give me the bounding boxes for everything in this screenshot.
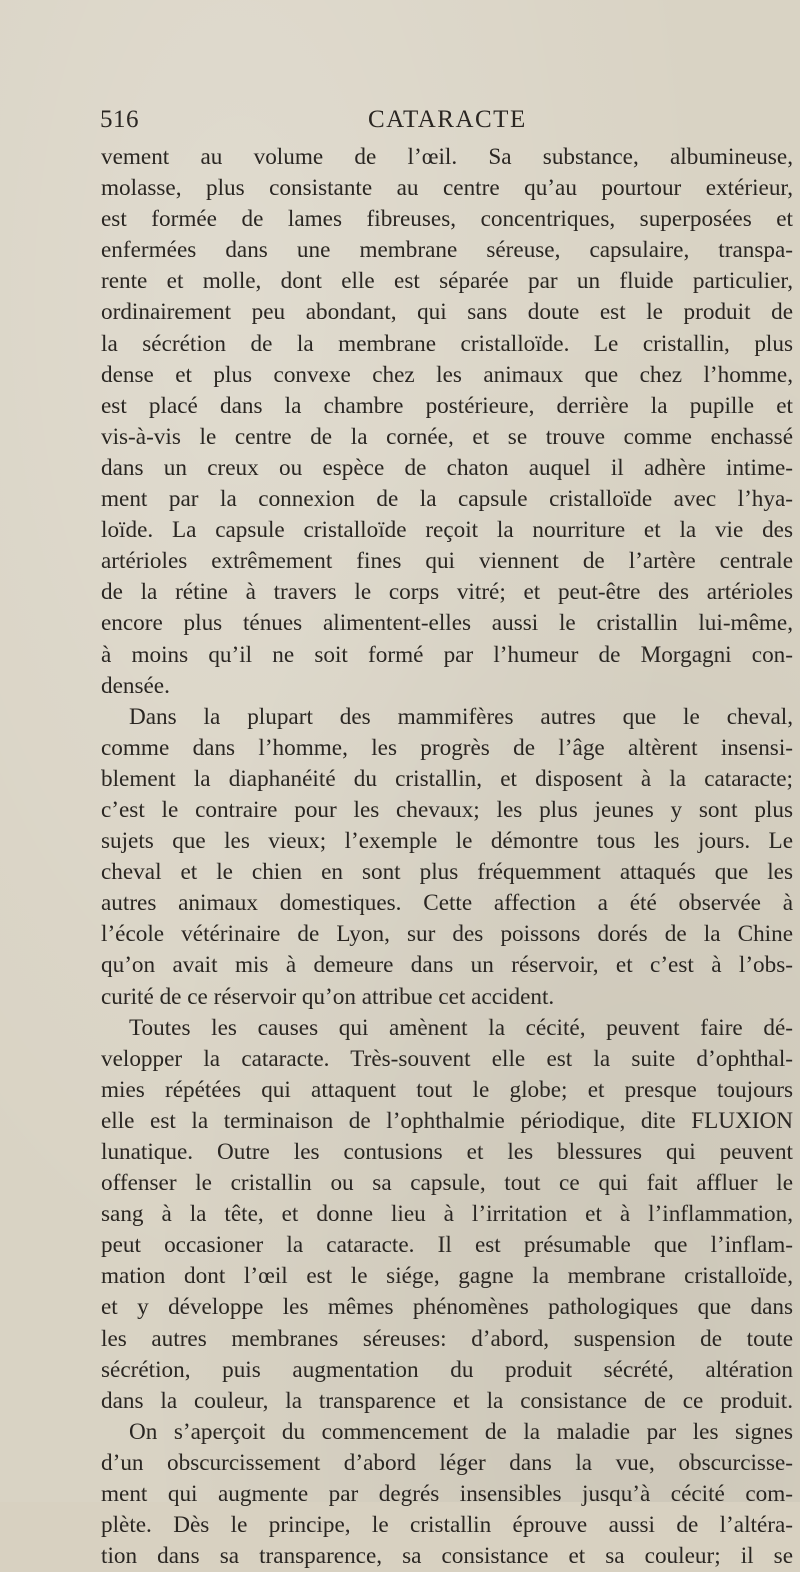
text-line: c’est le contraire pour les chevaux; les plus jeunes y sont plus <box>101 796 793 823</box>
text-line: dans un creux ou espèce de chaton auquel il adhère intime- <box>101 454 793 481</box>
text-line: autres animaux domestiques. Cette affection a été observée à <box>101 890 793 917</box>
text-line: densée. <box>101 672 170 699</box>
text-line: offenser le cristallin ou sa capsule, tout ce qui fait affluer le <box>101 1170 793 1197</box>
text-line: encore plus ténues alimentent-elles aussi le cristallin lui-même, <box>101 610 793 637</box>
text-line: d’un obscurcissement d’abord léger dans la vue, obscurcisse- <box>101 1449 793 1476</box>
text-line: Toutes les causes qui amènent la cécité, peuvent faire dé- <box>129 1014 793 1041</box>
text-line: sécrétion, puis augmentation du produit sécrété, altération <box>101 1356 793 1383</box>
text-line: artérioles extrêmement fines qui viennent de l’artère centrale <box>101 548 793 575</box>
text-line: dense et plus convexe chez les animaux que chez l’homme, <box>101 361 793 388</box>
text-line: sang à la tête, et donne lieu à l’irritation et à l’inflammation, <box>101 1201 793 1228</box>
text-line: lunatique. Outre les contusions et les blessures qui peuvent <box>101 1139 793 1165</box>
text-line: velopper la cataracte. Très-souvent elle est la suite d’ophthal- <box>101 1045 793 1072</box>
text-line: blement la diaphanéité du cristallin, et disposent à la cataracte; <box>101 765 793 792</box>
text-line: les autres membranes séreuses: d’abord, suspension de toute <box>101 1325 793 1352</box>
text-line: rente et molle, dont elle est séparée par un fluide particulier, <box>101 268 793 295</box>
text-line: mies répétées qui attaquent tout le globe; et presque toujours <box>101 1076 793 1103</box>
text-line: ment qui augmente par degrés insensibles jusqu’à cécité com- <box>101 1481 793 1508</box>
text-line: sujets que les vieux; l’exemple le démontre tous les jours. Le <box>101 828 793 855</box>
text-line: à moins qu’il ne soit formé par l’humeur de Morgagni con- <box>101 641 793 668</box>
text-line: elle est la terminaison de l’ophthalmie périodique, dite FLUXION <box>101 1107 793 1134</box>
text-line: plète. Dès le principe, le cristallin éprouve aussi de l’altéra- <box>101 1512 793 1539</box>
text-line: On s’aperçoit du commencement de la maladie par les signes <box>129 1418 793 1445</box>
text-line: est formée de lames fibreuses, concentriques, superposées et <box>101 206 793 233</box>
text-line: peut occasioner la cataracte. Il est présumable que l’inflam- <box>101 1232 793 1259</box>
text-line: comme dans l’homme, les progrès de l’âge altèrent insensi- <box>101 734 793 761</box>
page-number: 516 <box>100 106 139 133</box>
text-line: loïde. La capsule cristalloïde reçoit la nourriture et la vie des <box>101 517 793 544</box>
text-line: qu’on avait mis à demeure dans un réservoir, et c’est à l’obs- <box>101 952 793 979</box>
text-line: enfermées dans une membrane séreuse, capsulaire, transpa- <box>101 237 793 264</box>
text-line: ordinairement peu abondant, qui sans doute est le produit de <box>101 299 793 326</box>
page-header <box>100 106 790 142</box>
text-line: curité de ce réservoir qu’on attribue cet accident. <box>101 983 555 1010</box>
text-line: la sécrétion de la membrane cristalloïde. Le cristallin, plus <box>101 330 793 357</box>
text-line: Dans la plupart des mammifères autres que le cheval, <box>129 703 793 730</box>
text-line: tion dans sa transparence, sa consistance et sa couleur; il se <box>101 1543 793 1570</box>
text-line: dans la couleur, la transparence et la consistance de ce produit. <box>101 1387 793 1414</box>
text-line: et y développe les mêmes phénomènes pathologiques que dans <box>101 1294 793 1321</box>
text-line: molasse, plus consistante au centre qu’au pourtour extérieur, <box>101 175 793 202</box>
text-line: est placé dans la chambre postérieure, derrière la pupille et <box>101 392 793 419</box>
running-head: CATARACTE <box>368 106 527 133</box>
body-text <box>101 142 793 1572</box>
text-line: cheval et le chien en sont plus fréquemment attaqués que les <box>101 859 793 886</box>
text-line: l’école vétérinaire de Lyon, sur des poissons dorés de la Chine <box>101 921 793 948</box>
text-line: mation dont l’œil est le siége, gagne la membrane cristalloïde, <box>101 1263 793 1290</box>
text-line: ment par la connexion de la capsule cristalloïde avec l’hya- <box>101 486 793 513</box>
text-line: de la rétine à travers le corps vitré; et peut-être des artérioles <box>101 579 793 606</box>
text-line: vement au volume de l’œil. Sa substance, albumineuse, <box>101 144 793 170</box>
text-line: vis-à-vis le centre de la cornée, et se trouve comme enchassé <box>101 423 793 450</box>
